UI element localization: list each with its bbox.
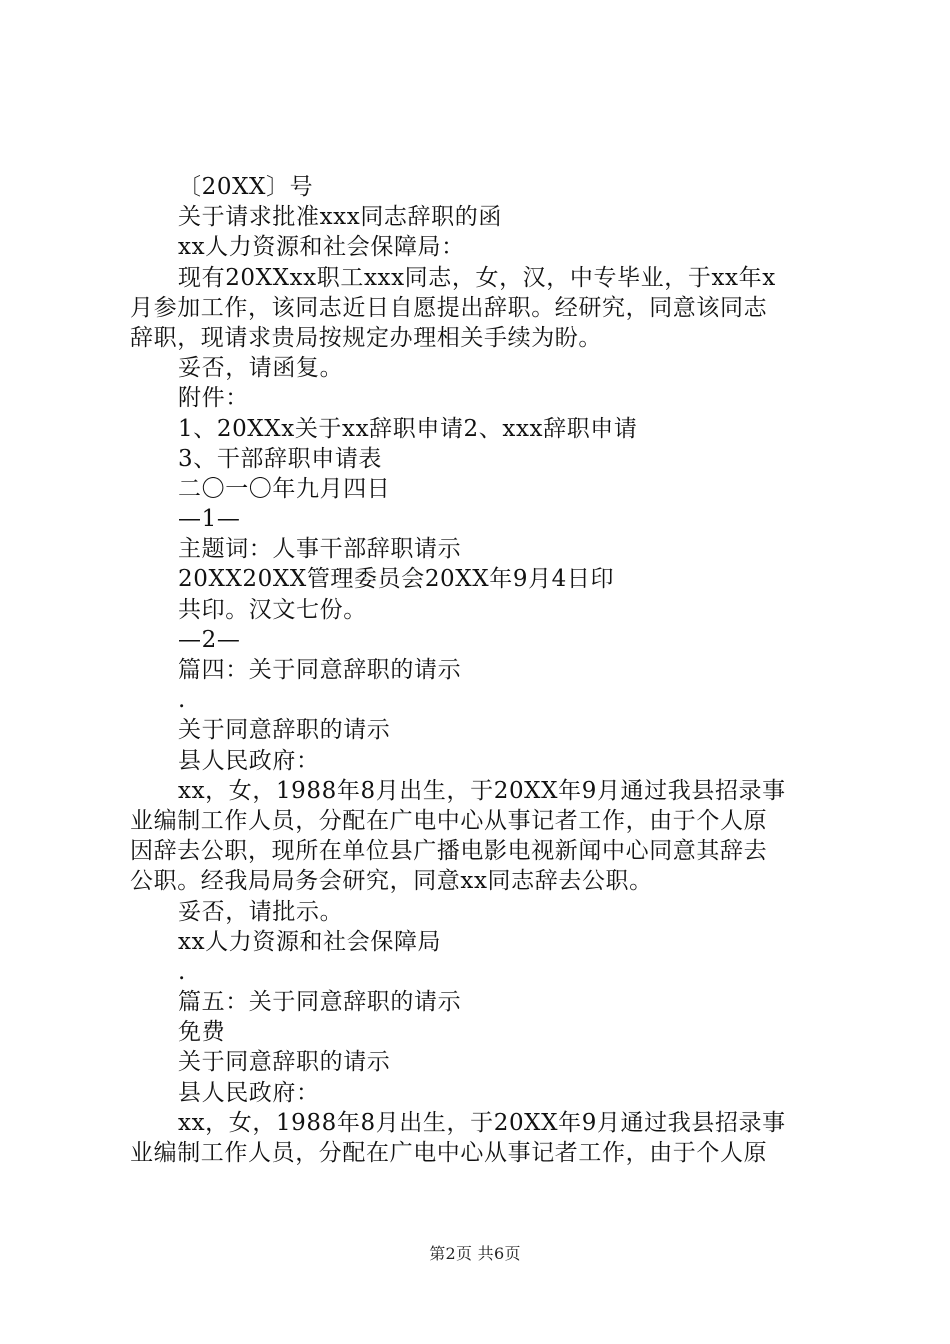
section-heading: 篇五：关于同意辞职的请示 — [178, 989, 462, 1016]
letter-title: 关于同意辞职的请示 — [178, 1049, 391, 1076]
date-line: 二〇一〇年九月四日 — [178, 475, 391, 502]
recipient-line: 县人民政府： — [178, 1079, 320, 1106]
print-info: 20XX20XX管理委员会20XX年9月4日印 — [178, 566, 615, 593]
paragraph-line: 公职。经我局局务会研究，同意xx同志辞去公职。 — [130, 868, 653, 895]
recipient-line: 县人民政府： — [178, 747, 320, 774]
paragraph-line: xx，女，1988年8月出生，于20XX年9月通过我县招录事 — [178, 777, 786, 804]
paragraph-line: 辞职，现请求贵局按规定办理相关手续为盼。 — [130, 324, 602, 351]
paragraph-line: 月参加工作，该同志近日自愿提出辞职。经研究，同意该同志 — [130, 294, 768, 321]
attachment-item: 1、20XXx关于xx辞职申请2、xxx辞职申请 — [178, 415, 638, 442]
page-marker: —1— — [178, 506, 241, 533]
page-marker: —2— — [178, 626, 241, 653]
closing-line: 妥否，请函复。 — [178, 355, 344, 382]
paragraph-line: 业编制工作人员，分配在广电中心从事记者工作，由于个人原 — [130, 1140, 768, 1166]
attachment-item: 3、干部辞职申请表 — [178, 445, 383, 472]
print-count: 共印。汉文七份。 — [178, 596, 367, 623]
closing-line: 妥否，请批示。 — [178, 898, 344, 925]
document-body — [130, 172, 830, 1168]
paragraph-line: 业编制工作人员，分配在广电中心从事记者工作，由于个人原 — [130, 807, 768, 834]
separator-dot: . — [178, 958, 186, 985]
attachments-heading: 附件： — [178, 385, 249, 412]
page-footer: 第2页 共6页 — [429, 1244, 521, 1263]
letter-title: 关于请求批准xxx同志辞职的函 — [178, 204, 502, 231]
paragraph-line: 因辞去公职，现所在单位县广播电影电视新闻中心同意其辞去 — [130, 838, 768, 865]
free-label: 免费 — [178, 1019, 226, 1046]
paragraph-line: xx，女，1988年8月出生，于20XX年9月通过我县招录事 — [178, 1109, 786, 1136]
paragraph-line: 现有20XXxx职工xxx同志，女，汉，中专毕业，于xx年x — [178, 264, 776, 291]
separator-dot: . — [178, 687, 186, 714]
doc-number: 〔20XX〕号 — [178, 174, 314, 200]
letter-title: 关于同意辞职的请示 — [178, 717, 391, 744]
section-heading: 篇四：关于同意辞职的请示 — [178, 657, 462, 683]
signature-line: xx人力资源和社会保障局 — [178, 928, 442, 955]
recipient-line: xx人力资源和社会保障局： — [178, 234, 465, 261]
subject-keywords: 主题词：人事干部辞职请示 — [178, 536, 462, 563]
